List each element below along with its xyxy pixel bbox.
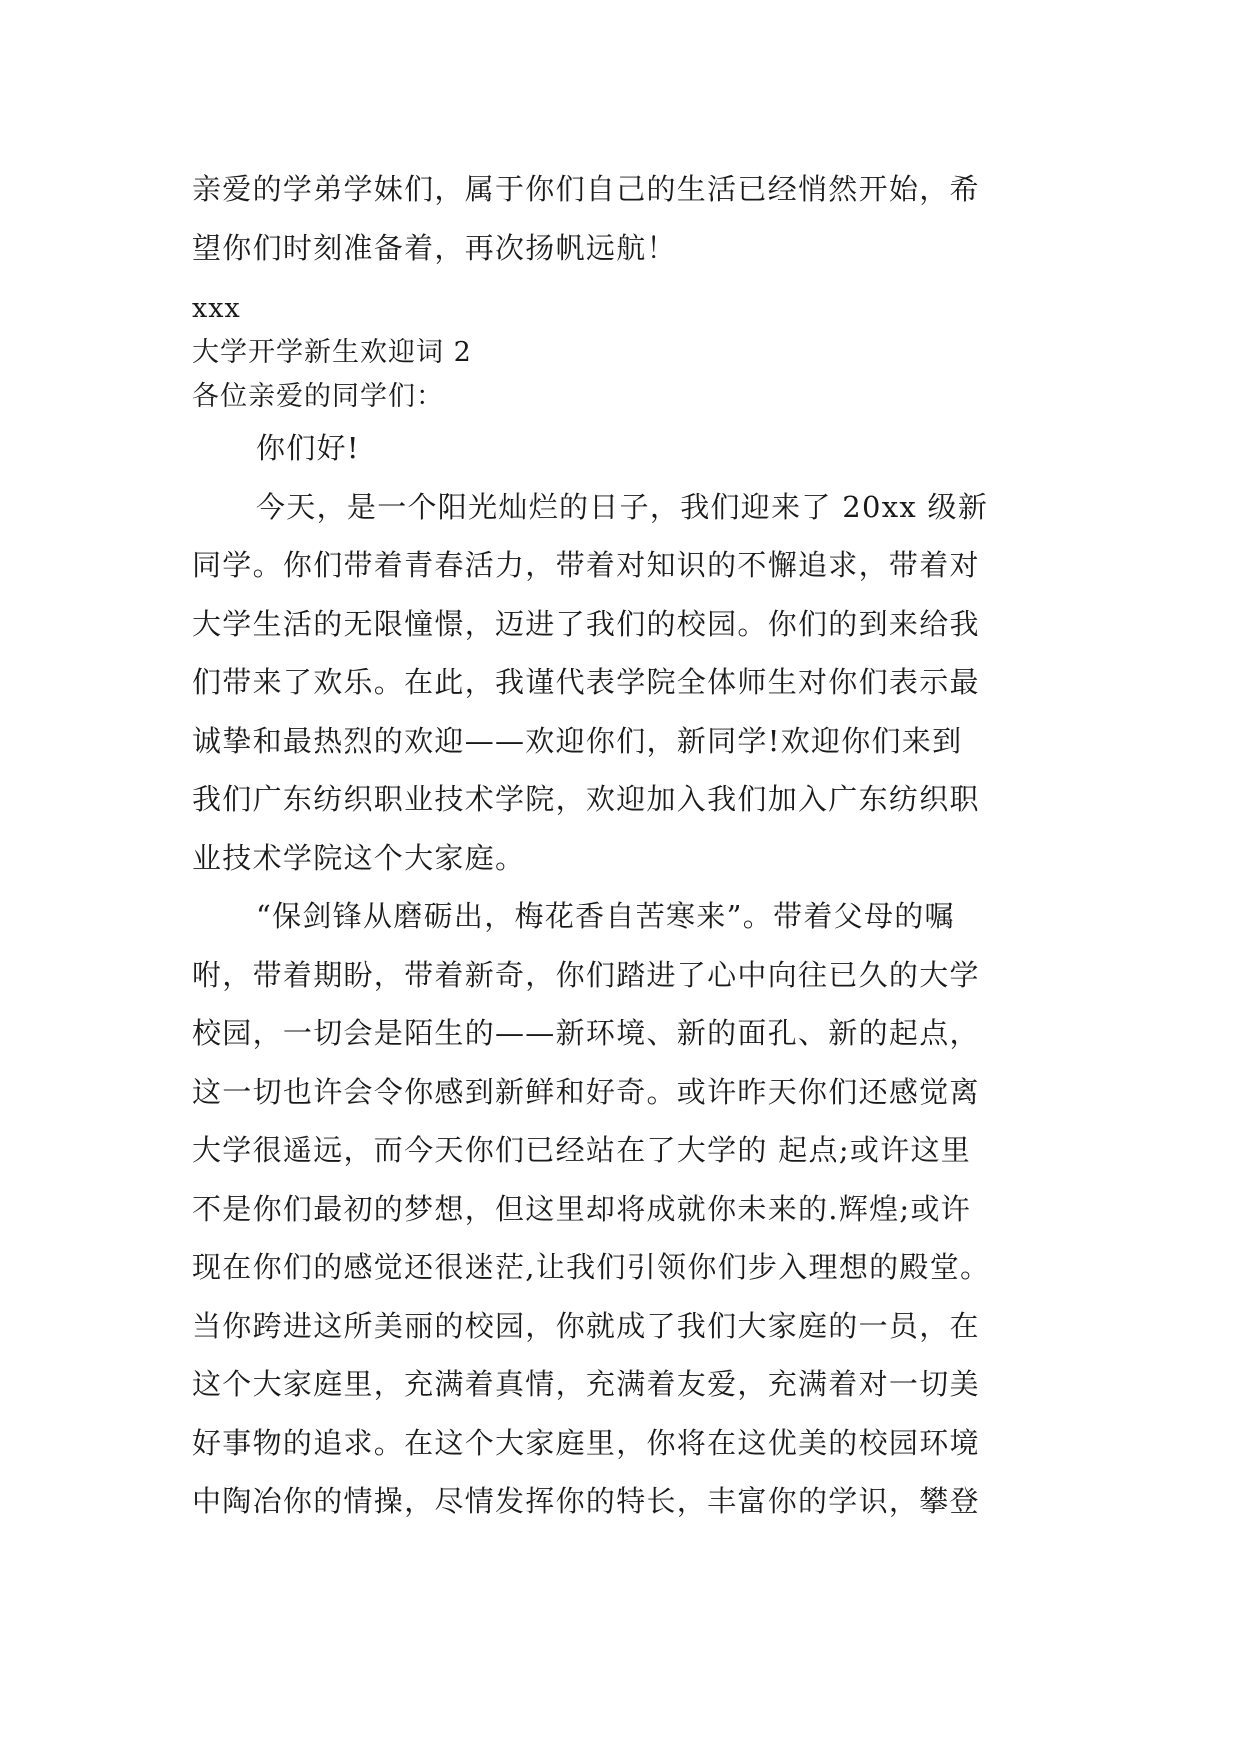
document-body xyxy=(192,160,1052,1531)
signature: xxx xyxy=(192,293,241,324)
paragraph-line: 这个大家庭里，充满着真情，充满着友爱，充满着对一切美 xyxy=(192,1367,980,1401)
paragraph-line: 这一切也许会令你感到新鲜和好奇。或许昨天你们还感觉离 xyxy=(192,1074,980,1109)
text-line: 望你们时刻准备着，再次扬帆远航！ xyxy=(192,230,677,265)
salutation: 各位亲爱的同学们： xyxy=(192,381,444,412)
paragraph-line: 诚挚和最热烈的欢迎——欢迎你们，新同学!欢迎你们来到 xyxy=(192,723,963,758)
paragraph-line: 们带来了欢乐。在此，我谨代表学院全体师生对你们表示最 xyxy=(192,665,980,699)
paragraph-line: 当你跨进这所美丽的校园，你就成了我们大家庭的一员，在 xyxy=(192,1308,980,1343)
paragraph-line: 我们广东纺织职业技术学院，欢迎加入我们加入广东纺织职 xyxy=(192,782,980,816)
paragraph-line: 大学生活的无限憧憬，迈进了我们的校园。你们的到来给我 xyxy=(192,606,980,641)
paragraph-line: 中陶冶你的情操，尽情发挥你的特长，丰富你的学识，攀登 xyxy=(192,1484,980,1518)
text-line: 亲爱的学弟学妹们，属于你们自己的生活已经悄然开始，希 xyxy=(192,172,980,206)
paragraph-line: 业技术学院这个大家庭。 xyxy=(192,840,526,875)
section-heading: 大学开学新生欢迎词 2 xyxy=(192,337,472,368)
paragraph-line: 今天，是一个阳光灿烂的日子，我们迎来了 20xx 级新 xyxy=(256,489,989,524)
paragraph-line: 校园，一切会是陌生的——新环境、新的面孔、新的起点， xyxy=(192,1016,980,1050)
paragraph-line: 现在你们的感觉还很迷茫,让我们引领你们步入理想的殿堂。 xyxy=(192,1250,991,1284)
paragraph-line: 大学很遥远，而今天你们已经站在了大学的 起点;或许这里 xyxy=(192,1133,972,1167)
greeting: 你们好! xyxy=(256,431,360,465)
paragraph-line: 好事物的追求。在这个大家庭里，你将在这优美的校园环境 xyxy=(192,1425,980,1460)
paragraph-line: “保剑锋从磨砺出，梅花香自苦寒来”。带着父母的嘱 xyxy=(256,899,955,933)
paragraph-line: 同学。你们带着青春活力，带着对知识的不懈追求，带着对 xyxy=(192,548,980,582)
paragraph-line: 咐，带着期盼，带着新奇，你们踏进了心中向往已久的大学 xyxy=(192,957,980,992)
paragraph-line: 不是你们最初的梦想，但这里却将成就你未来的.辉煌;或许 xyxy=(192,1191,972,1226)
